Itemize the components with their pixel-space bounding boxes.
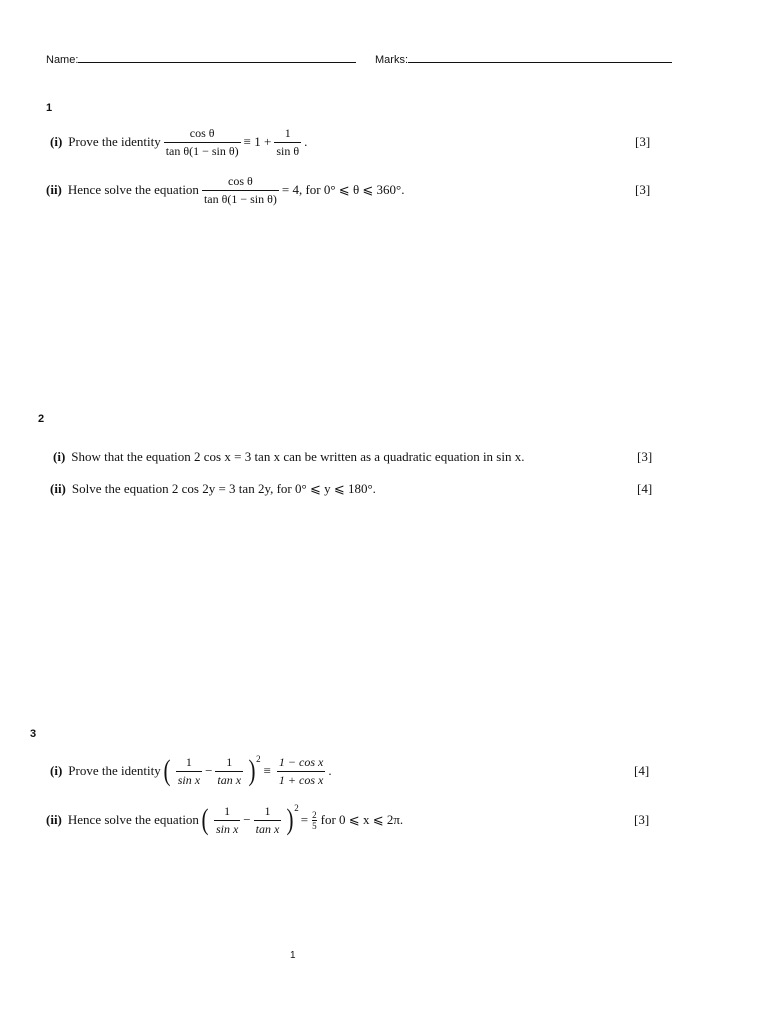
marks-line xyxy=(408,62,672,63)
marks-value: [3] xyxy=(637,449,653,464)
question-2-number: 2 xyxy=(38,413,45,425)
question-3-part-i xyxy=(50,752,332,790)
fraction-denominator: 5 xyxy=(312,820,317,831)
question-3-part-ii xyxy=(46,801,403,839)
fraction-numerator: 1 xyxy=(224,803,231,818)
fraction xyxy=(254,804,282,837)
part-label: (ii) xyxy=(50,481,66,496)
part-text: ≡ 1 + xyxy=(243,134,272,149)
marks-value: [4] xyxy=(634,763,650,778)
part-text: = 4, for 0° ⩽ θ ⩽ 360°. xyxy=(281,182,405,197)
part-text: for 0 ⩽ x ⩽ 2π. xyxy=(320,812,404,827)
fraction-numerator: 1 xyxy=(284,125,291,140)
marks-value: [3] xyxy=(634,812,650,827)
fraction xyxy=(277,755,325,788)
left-paren: ( xyxy=(201,803,209,836)
question-2-part-i xyxy=(53,448,524,466)
part-text: Hence solve the equation xyxy=(67,812,199,827)
fraction-numerator: cos θ xyxy=(189,125,215,140)
question-3-number: 3 xyxy=(30,728,37,740)
page-number: 1 xyxy=(290,950,296,961)
part-label: (ii) xyxy=(46,812,62,827)
fraction-denominator: sin x xyxy=(177,772,201,787)
fraction xyxy=(202,174,279,207)
fraction-denominator: sin θ xyxy=(276,143,300,158)
question-1-part-i xyxy=(50,124,307,160)
fraction-denominator: sin x xyxy=(215,821,239,836)
marks-value: [3] xyxy=(635,182,651,197)
fraction-denominator: tan x xyxy=(217,772,242,787)
rhs-fraction xyxy=(312,810,317,831)
fraction-numerator: 1 xyxy=(264,803,271,818)
part-text: ≡ xyxy=(263,763,271,778)
part-text: Show that the equation 2 cos x = 3 tan x can be written as a quadratic equation in sin x. xyxy=(71,449,525,464)
marks-value: [4] xyxy=(637,481,653,496)
fraction-denominator: tan θ(1 − sin θ) xyxy=(203,191,277,206)
exponent: 2 xyxy=(256,754,261,764)
question-1-part-ii xyxy=(46,172,405,208)
fraction-numerator: cos θ xyxy=(228,173,253,188)
fraction xyxy=(214,804,240,837)
part-text: Prove the identity xyxy=(68,134,161,149)
part-text: Hence solve the equation xyxy=(67,182,199,197)
left-paren: ( xyxy=(163,754,171,787)
part-label: (i) xyxy=(50,134,63,149)
fraction-numerator: 1 − cos x xyxy=(278,754,324,769)
fraction-numerator: 2 xyxy=(312,809,317,820)
minus-sign: − xyxy=(243,812,251,827)
marks-field xyxy=(375,54,672,66)
part-label: (i) xyxy=(50,763,63,778)
part-text: . xyxy=(304,134,308,149)
part-text: . xyxy=(328,763,332,778)
name-field xyxy=(46,54,356,66)
right-paren: ) xyxy=(248,754,256,787)
fraction-denominator: tan θ(1 − sin θ) xyxy=(165,143,239,158)
part-text: Solve the equation 2 cos 2y = 3 tan 2y, for 0° ⩽ y ⩽ 180°. xyxy=(71,481,376,496)
marks-label: Marks: xyxy=(375,54,408,66)
exponent: 2 xyxy=(294,803,299,813)
part-label: (ii) xyxy=(46,182,62,197)
fraction xyxy=(215,755,243,788)
marks-value: [3] xyxy=(635,134,651,149)
question-2-part-ii xyxy=(50,480,376,498)
question-1-number: 1 xyxy=(46,102,53,114)
fraction-numerator: 1 xyxy=(226,754,233,769)
equals-sign: = xyxy=(300,812,309,827)
fraction xyxy=(274,126,301,159)
fraction-denominator: 1 + cos x xyxy=(278,772,324,787)
fraction-numerator: 1 xyxy=(185,754,192,769)
part-label: (i) xyxy=(53,449,66,464)
fraction-denominator: tan x xyxy=(255,821,280,836)
fraction xyxy=(176,755,202,788)
name-line xyxy=(78,62,356,63)
right-paren: ) xyxy=(286,803,294,836)
name-label: Name: xyxy=(46,54,79,66)
fraction xyxy=(164,126,241,159)
minus-sign: − xyxy=(205,763,213,778)
part-text: Prove the identity xyxy=(68,763,161,778)
